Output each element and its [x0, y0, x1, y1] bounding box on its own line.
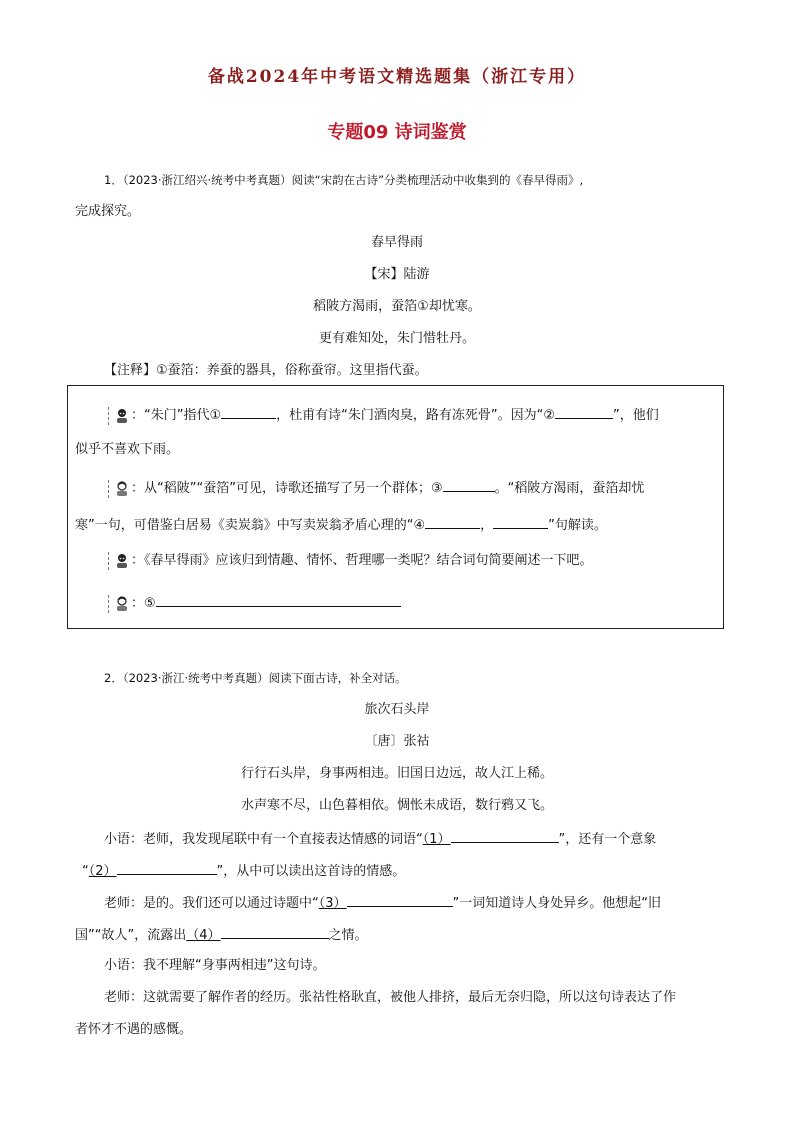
q2-talk-5: 小语：我不理解“身事两相违”这句诗。	[104, 958, 326, 973]
q2-t1-c: ”，还有一个意象	[558, 832, 657, 847]
q2-poem-author: 〔唐〕张祜	[364, 734, 430, 749]
dash-divider	[108, 552, 109, 570]
q2-talk-2	[82, 860, 405, 882]
q2-poem-line1: 行行石头岸，身事两相违。旧国日边远，故人江上稀。	[240, 766, 553, 781]
topic-title: 专题09 诗词鉴赏	[327, 122, 467, 143]
q1-dialogue-3	[108, 551, 593, 571]
student-avatar-icon	[115, 596, 129, 612]
answer-blank-3[interactable]	[443, 477, 495, 492]
q1-stem-b: 完成探究。	[75, 204, 141, 219]
q2-t3-a: 老师：是的。我们还可以通过诗题中“	[104, 896, 319, 911]
answer-blank-4a[interactable]	[425, 514, 480, 529]
q2-talk-4	[75, 924, 368, 946]
q2-t1-a: 小语：老师，我发现尾联中有一个直接表达情感的词语“	[104, 832, 423, 847]
q1-stem-line1	[104, 170, 744, 191]
q1-dialogue-1	[108, 404, 659, 426]
answer-blank-5[interactable]	[156, 592, 401, 607]
q2-answer-blank-4[interactable]	[221, 924, 329, 939]
q1-d4: ：⑤	[131, 596, 156, 611]
q2-poem-title: 旅次石头岸	[364, 702, 430, 717]
q1-stem-a: 1．（2023·浙江绍兴·统考中考真题）阅读“宋韵在古诗”分类梳理活动中收集到的《春早得雨》,	[104, 173, 584, 187]
q2-talk-1	[104, 828, 656, 850]
q2-poem-line2: 水声寒不尽，山色暮相依。惆怅未成语，数行鸦又飞。	[240, 798, 553, 813]
dash-divider	[108, 480, 109, 498]
student-avatar-icon	[115, 481, 129, 497]
q2-t3-c: ”一词知道诗人身处异乡。他想起“旧	[452, 896, 662, 911]
dash-divider	[108, 407, 109, 425]
q1-d1-b: ，杜甫有诗“朱门酒肉臭，路有冻死骨”。因为“②	[276, 408, 555, 423]
q2-t2-a: “	[82, 864, 89, 879]
q2-t4-a: 国”“故人”，流露出	[75, 928, 187, 943]
teacher-avatar-icon	[115, 408, 129, 424]
answer-blank-4b[interactable]	[493, 514, 548, 529]
teacher-avatar-icon	[115, 553, 129, 569]
answer-blank-2[interactable]	[555, 404, 613, 419]
q1-d2-a: ：从“稻陂”“蚕箔”可见，诗歌还描写了另一个群体；③	[131, 481, 443, 496]
q1-d2-c: 寒”一句，可借鉴白居易《卖炭翁》中写卖炭翁矛盾心理的“④	[75, 518, 426, 533]
q1-d1-a: ：“朱门”指代①	[131, 408, 222, 423]
answer-blank-1[interactable]	[221, 404, 276, 419]
q1-poem-line1: 稻陂方渴雨，蚕箔①却忧寒。	[313, 299, 481, 314]
q1-d2-b: 。“稻陂方渴雨，蚕箔却忧	[494, 481, 645, 496]
q1-dialogue-4	[108, 592, 401, 614]
q2-t2-c: ”，从中可以读出这首诗的情感。	[216, 864, 406, 879]
q2-stem: 2．（2023·浙江·统考中考真题）阅读下面古诗，补全对话。	[104, 671, 407, 685]
q1-d2-e: ”句解读。	[548, 518, 607, 533]
dash-divider	[108, 595, 109, 613]
q1-poem-line2: 更有难知处，朱门惜牡丹。	[318, 331, 475, 346]
q2-stem-line	[104, 668, 407, 689]
q1-dialogue-2-cont	[75, 514, 607, 536]
q2-t4-c: 之情。	[328, 928, 368, 943]
q1-d1-d: 似乎不喜欢下雨。	[75, 442, 180, 457]
q2-answer-blank-2[interactable]	[117, 860, 217, 875]
blank-label-3: （3）	[318, 896, 347, 911]
blank-label-1: （1）	[422, 832, 451, 847]
q2-answer-blank-1[interactable]	[451, 828, 559, 843]
blank-label-2: （2）	[88, 864, 117, 879]
q1-d1-c: ”，他们	[612, 408, 659, 423]
q1-dialogue-2	[108, 477, 644, 499]
q1-poem-author: 【宋】陆游	[364, 267, 430, 282]
q2-talk-3	[104, 892, 661, 914]
q1-note: 【注释】①蚕箔：养蚕的器具，俗称蚕帘。这里指代蚕。	[104, 363, 428, 378]
q2-talk-7: 者怀才不遇的感慨。	[75, 1022, 193, 1037]
q2-talk-6: 老师：这就需要了解作者的经历。张祜性格耿直，被他人排挤，最后无奈归隐，所以这句诗表达了作	[104, 990, 677, 1005]
page-header: 备战2024年中考语文精选题集（浙江专用）	[207, 67, 587, 87]
q1-poem-title: 春早得雨	[370, 235, 423, 250]
q1-d3: ：《春早得雨》应该归到情趣、情怀、哲理哪一类呢？结合词句简要阐述一下吧。	[131, 553, 593, 568]
q2-answer-blank-3[interactable]	[347, 892, 453, 907]
blank-label-4: （4）	[186, 928, 221, 943]
q1-d2-d: ，	[480, 518, 494, 533]
